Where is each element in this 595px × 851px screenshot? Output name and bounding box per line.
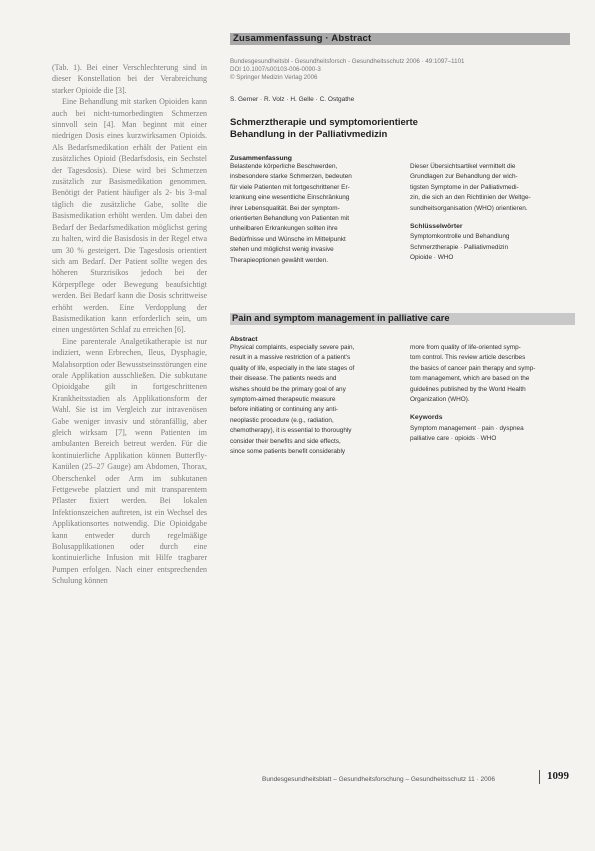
summary-line: Therapieoptionen gewählt werden. <box>230 256 329 264</box>
page-header-title: Zusammenfassung · Abstract <box>233 33 372 44</box>
summary-line: Belastende körperliche Beschwerden, <box>230 163 338 170</box>
keyword-line: Opioide · WHO <box>410 254 454 262</box>
summary-line: stehen und möglichst wenig invasive <box>230 246 334 254</box>
abstract-line: chemotherapy), it is essential to thoroughly <box>230 427 352 435</box>
left-paragraph: Eine Behandlung mit starken Opioiden kann auch bei nicht-tumorbedingten Schmerzen sinnvoll sein [4]. Man beginnt mit einer niedrigen Dosis eines kurzwirksamen Opioids. Als Bedarfsmedikation erhält der Patient ein zusätzliches Opioid (Bedarfsdosis, ein Sechstel der Tagesdosis). Diese wird bei Schmerzen zusätzlich zur Basismedikation genommen. Benötigt der Patient häufiger als 2- bis 3-mal täglich die zusätzliche Gabe, sollte die Basismedikation erhöht werden. Um dabei den Bedarf der Bedarfsmedikation möglichst gering zu halten, wird die Basisdosis in der Regel etwa um 30 % gesteigert. Die Tagesdosis orientiert sich am Bedarf. Der Patient sollte wegen des höheren Sturzrisikos jedoch bei der Körperpflege oder Bewegung beaufsichtigt werden. Bei Bedarf kann die Dosis schrittweise erhöht werden. Eine Verdopplung der Basismedikation kann erforderlich sein, um einen ungestörten Schlaf zu erreichen [6]. <box>52 97 207 335</box>
abstract-line: consider their benefits and side effects, <box>230 437 341 445</box>
keywords-heading: Schlüsselwörter <box>410 223 463 231</box>
left-paragraph: (Tab. 1). Bei einer Verschlechterung sind in dieser Konstellation bei der Verabreichung starker Opioide die [3]. <box>52 63 207 95</box>
abstract-line: result in a massive restriction of a patient's <box>230 354 351 362</box>
right-column <box>230 58 575 282</box>
summary-line: insbesondere starke Schmerzen, bedeuten <box>230 173 352 181</box>
english-title: Pain and symptom management in palliative care <box>232 313 450 323</box>
summary-heading: Zusammenfassung <box>230 155 292 162</box>
english-section <box>230 336 575 473</box>
summary-line: ihrer Lebensqualität. Bei der symptom- <box>230 204 340 212</box>
summary-line: zin, die sich an den Richtlinien der Weltge- <box>410 194 531 202</box>
summary-line: unheilbaren Erkrankungen sollten ihre <box>230 225 338 233</box>
summary-line: orientierten Behandlung von Patienten mit <box>230 215 350 223</box>
footer-separator <box>539 770 540 784</box>
abstract-line: since some patients benefit considerably <box>230 448 346 456</box>
abstract-line: the basics of cancer pain therapy and symp- <box>410 364 536 372</box>
abstract-heading: Abstract <box>230 336 258 343</box>
meta-line: © Springer Medizin Verlag 2006 <box>230 74 318 81</box>
abstract-line: wishes should be the primary goal of any <box>230 385 346 393</box>
german-summary-right <box>410 162 570 264</box>
summary-line: für viele Patienten mit fortgeschrittener Er- <box>230 183 350 191</box>
meta-line: DOI 10.1007/s00103-006-0090-3 <box>230 66 321 73</box>
english-abstract-right <box>410 343 570 445</box>
keyword-line: Symptom management · pain · dyspnea <box>410 424 524 432</box>
authors: S. Gerner · R. Volz · H. Gelle · C. Ostgathe <box>230 96 355 103</box>
page-number: 1099 <box>547 770 569 782</box>
citation-meta <box>230 58 575 82</box>
abstract-line: their disease. The patients needs and <box>230 375 337 383</box>
abstract-line: guidelines published by the World Health <box>410 385 526 393</box>
german-summary-left <box>230 162 390 266</box>
summary-line: tigsten Symptome in der Palliativmedi- <box>410 183 519 191</box>
abstract-line: Organization (WHO). <box>410 396 470 404</box>
abstract-line: tom management, which are based on the <box>410 375 530 383</box>
footer-journal: Bundesgesundheitsblatt – Gesundheitsforschung – Gesundheitsschutz 11 · 2006 <box>262 776 495 783</box>
abstract-line: symptom-aimed therapeutic measure <box>230 396 336 404</box>
english-abstract <box>230 343 575 473</box>
abstract-line: more from quality of life-oriented symp- <box>410 344 521 351</box>
abstract-line: neoplastic procedure (e.g., radiation, <box>230 416 334 424</box>
abstract-line: tom control. This review article describes <box>410 354 526 362</box>
keyword-line: Schmerztherapie · Palliativmedizin <box>410 243 509 251</box>
german-summary <box>230 162 575 282</box>
german-title: Schmerztherapie und symptomorientierte Behandlung in der Palliativmedizin <box>230 117 418 140</box>
summary-line: sundheitsorganisation (WHO) orientieren. <box>410 204 528 212</box>
summary-line: Grundlagen zur Behandlung der wich- <box>410 173 518 181</box>
summary-line: Bedürfnisse und Wünsche im Mittelpunkt <box>230 235 346 243</box>
summary-line: krankung eine wesentliche Einschränkung <box>230 194 350 202</box>
keyword-line: palliative care · opioids · WHO <box>410 435 497 443</box>
keyword-line: Symptomkontrolle und Behandlung <box>410 233 510 241</box>
left-column-text <box>52 62 207 587</box>
left-paragraph: Eine parenterale Analgetikatherapie ist nur indiziert, wenn Erbrechen, Ileus, Dysphagie, Malabsorption oder Bewusstseinsstörungen eine orale Applikation ausschließen. Die subkutane Opioidgabe gilt in fortgeschrittenen Krankheitsstadien als Applikationsform der Wahl. Sie ist im Vergleich zur intravenösen Gabe weniger invasiv und störanfällig, aber gleich wirksam [7], wenn Patienten im ambulanten Bereich betreut werden. Für die kontinuierliche Applikation können Butterfly-Kanülen (25–27 Gauge) am Abdomen, Thorax, Oberschenkel oder Arm im subkutanen Fettgewebe platziert und mit transparentem Pflaster fixiert werden. Bei lokalen Infektionszeichen auftreten, ist ein Wechsel des Applikationsortes notwendig. Die Opioidgabe kann entweder durch regelmäßige Bolusapplikationen oder durch eine kontinuierliche Infusion mit Hilfe tragbarer Pumpen erfolgen. Nach einer entsprechenden Schulung können <box>52 336 207 586</box>
abstract-line: before initiating or continuing any anti- <box>230 406 338 414</box>
abstract-line: Physical complaints, especially severe pain, <box>230 344 355 351</box>
meta-line: Bundesgesundheitsbl - Gesundheitsforsch - Gesundheitsschutz 2006 · 49:1097–1101 <box>230 58 465 65</box>
keywords-heading: Keywords <box>410 414 443 422</box>
abstract-line: quality of life, especially in the late stages of <box>230 364 355 372</box>
english-abstract-left <box>230 343 390 457</box>
summary-line: Dieser Übersichtsartikel vermittelt die <box>410 163 516 170</box>
